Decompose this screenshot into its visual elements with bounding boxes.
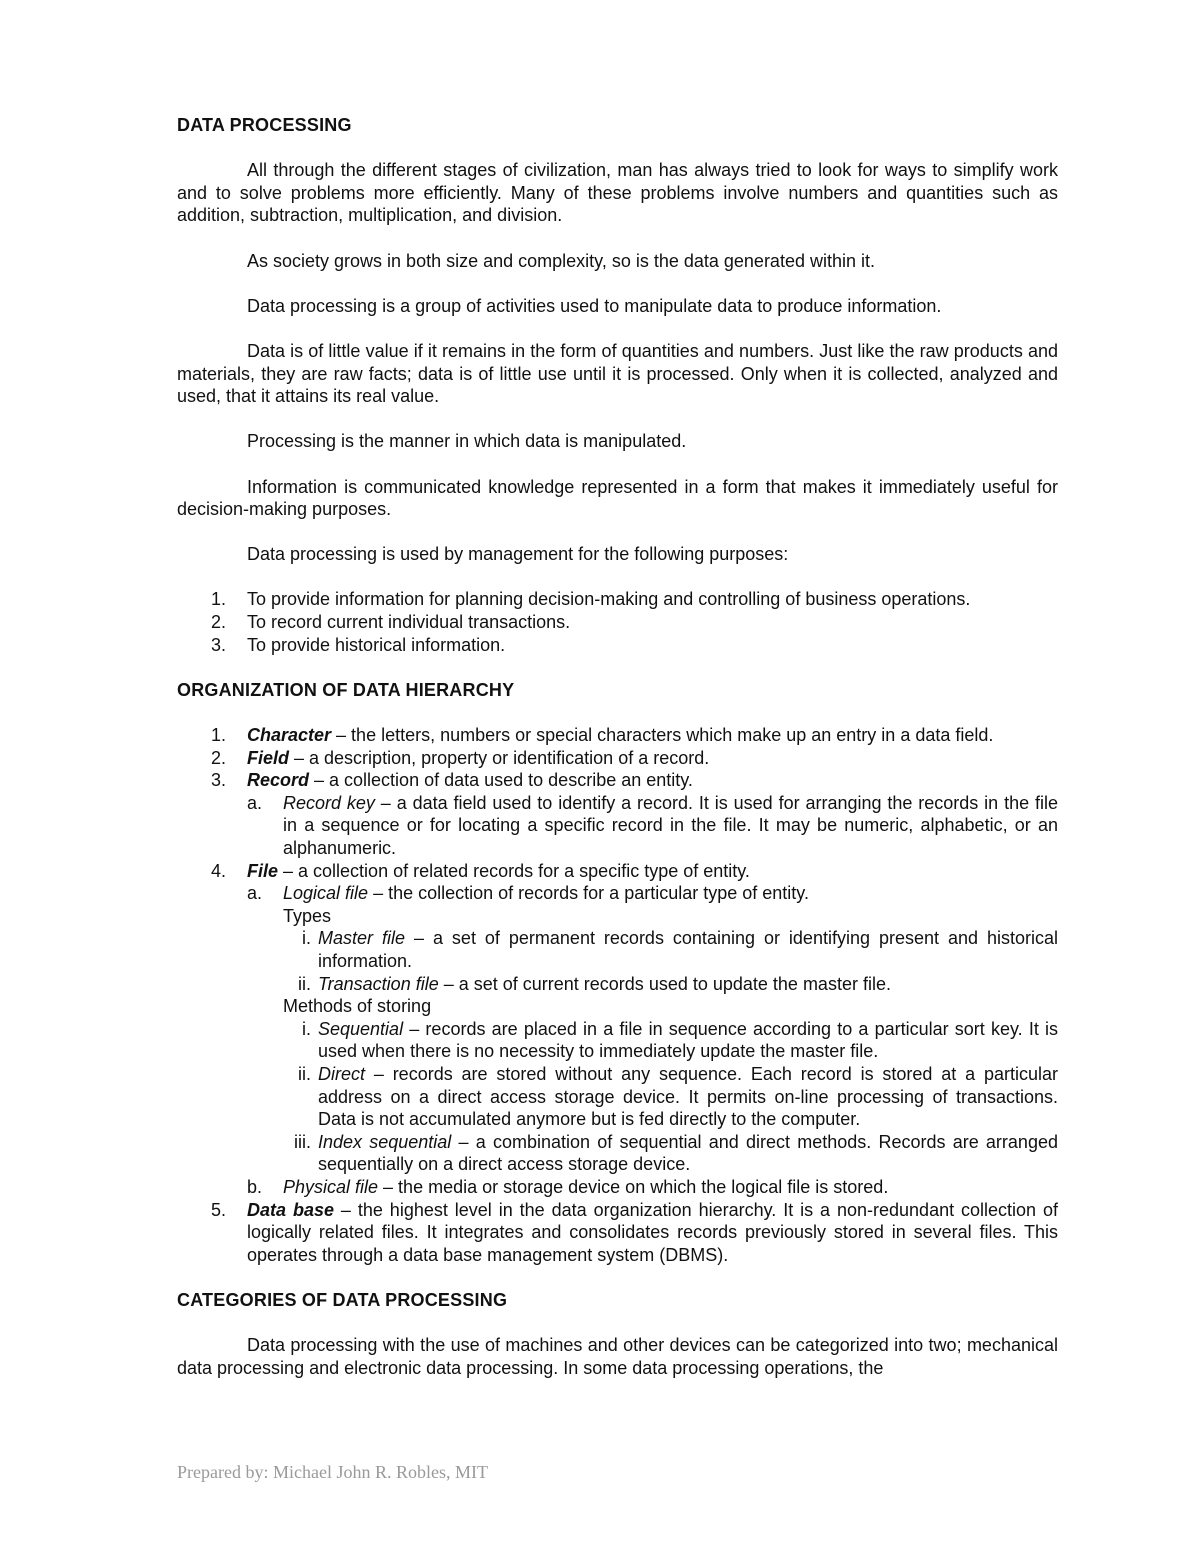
definition: – a set of permanent records containing or identifying present and historical information. xyxy=(318,928,1058,971)
term: Direct xyxy=(318,1063,366,1084)
list-item-text: To provide information for planning decision-making and controlling of business operations. xyxy=(247,589,971,610)
list-number: ii. xyxy=(298,1063,311,1084)
list-item xyxy=(247,882,1058,905)
list-item xyxy=(211,611,1058,634)
list-item xyxy=(211,634,1058,657)
list-number: b. xyxy=(247,1176,263,1197)
term: File xyxy=(247,860,279,881)
list-number: 3. xyxy=(211,770,227,791)
list-number: a. xyxy=(247,792,263,813)
term: Field xyxy=(247,747,290,768)
list-item xyxy=(302,1018,1058,1063)
list-item-text: To provide historical information. xyxy=(247,634,506,655)
definition: – a data field used to identify a record. It is used for arranging the records in the file in a sequence or for locating a specific record in the file. It may be numeric, alphabetic, or an alphanumeric. xyxy=(283,792,1058,858)
list-number: 3. xyxy=(211,634,227,655)
purposes-list xyxy=(177,588,1058,656)
definition: – the letters, numbers or special characters which make up an entry in a data field. xyxy=(331,725,994,746)
definition: – a combination of sequential and direct methods. Records are arranged sequentially on a direct access storage device. xyxy=(318,1131,1058,1175)
term: Index sequential xyxy=(318,1131,452,1152)
types-label: Types xyxy=(283,905,332,926)
paragraph: Information is communicated knowledge represented in a form that makes it immediately useful for decision-making purposes. xyxy=(177,476,1058,520)
list-item xyxy=(211,724,1058,747)
definition: – a description, property or identification of a record. xyxy=(289,747,710,768)
list-item xyxy=(247,1176,1058,1199)
term: Character xyxy=(247,725,332,746)
term: Transaction file xyxy=(318,973,439,994)
paragraph: Data processing is a group of activities used to manipulate data to produce information. xyxy=(247,295,942,316)
list-item xyxy=(298,973,1058,996)
list-number: i. xyxy=(302,928,311,949)
term: Record xyxy=(247,770,310,791)
document-page xyxy=(177,114,1058,1379)
list-number: iii. xyxy=(294,1131,311,1152)
term: Master file xyxy=(318,928,405,949)
paragraph: Data is of little value if it remains in the form of quantities and numbers. Just like the raw products and materials, they are raw facts; data is of little use until it is processed. Only when it is collected, analyzed and used, that it attains its real value. xyxy=(177,340,1058,407)
list-number: 1. xyxy=(211,725,227,746)
list-item xyxy=(294,1131,1058,1176)
list-item xyxy=(211,769,1058,792)
list-item xyxy=(211,747,1058,770)
paragraph: Data processing is used by management for the following purposes: xyxy=(247,544,789,565)
term: Data base xyxy=(247,1199,334,1220)
definition: – a collection of data used to describe an entity. xyxy=(309,770,693,791)
list-number: 5. xyxy=(211,1199,227,1220)
definition: – the collection of records for a particular type of entity. xyxy=(368,883,809,904)
page-footer: Prepared by: Michael John R. Robles, MIT xyxy=(177,1462,488,1482)
list-item xyxy=(298,1063,1058,1131)
paragraph: All through the different stages of civilization, man has always tried to look for ways to simplify work and to solve problems more efficiently. Many of these problems involve numbers and quantities such as addition, subtraction, multiplication, and division. xyxy=(177,160,1058,226)
list-number: 2. xyxy=(211,612,227,633)
term: Record key xyxy=(283,792,375,813)
list-number: i. xyxy=(302,1018,311,1039)
definition: – records are placed in a file in sequence according to a particular sort key. It is used when there is no necessity to immediately update the master file. xyxy=(318,1018,1058,1062)
list-item xyxy=(302,927,1058,972)
list-number: a. xyxy=(247,883,263,904)
term: Logical file xyxy=(283,883,369,904)
term: Sequential xyxy=(318,1018,404,1039)
definition: – the media or storage device on which the logical file is stored. xyxy=(378,1176,889,1197)
paragraph: Processing is the manner in which data is manipulated. xyxy=(247,431,687,452)
list-number: 2. xyxy=(211,747,227,768)
methods-label: Methods of storing xyxy=(283,996,432,1017)
list-item xyxy=(211,860,1058,883)
section-title-organization: ORGANIZATION OF DATA HIERARCHY xyxy=(177,679,515,700)
list-item xyxy=(211,1199,1059,1267)
definition: – a collection of related records for a specific type of entity. xyxy=(278,860,750,881)
definition: – records are stored without any sequence. Each record is stored at a particular address on a direct access storage device. It permits on-line processing of transactions. Data is not accumulated anymore but is fed directly to the computer. xyxy=(318,1063,1058,1130)
term: Physical file xyxy=(283,1176,379,1197)
list-number: 4. xyxy=(211,860,227,881)
list-item xyxy=(211,588,1058,611)
list-item xyxy=(247,792,1058,860)
paragraph: As society grows in both size and complexity, so is the data generated within it. xyxy=(247,250,875,271)
hierarchy-list xyxy=(177,724,1058,1266)
list-number: 1. xyxy=(211,589,227,610)
list-number: ii. xyxy=(298,973,311,994)
definition: – a set of current records used to update the master file. xyxy=(438,973,891,994)
list-item-text: To record current individual transactions. xyxy=(247,612,571,633)
paragraph: Data processing with the use of machines and other devices can be categorized into two; mechanical data processing and electronic data processing. In some data processing operations, the xyxy=(177,1335,1058,1378)
section-title-categories: CATEGORIES OF DATA PROCESSING xyxy=(177,1289,508,1310)
section-title-data-processing: DATA PROCESSING xyxy=(177,115,352,135)
definition: – the highest level in the data organization hierarchy. It is a non-redundant collection of logically related files. It integrates and consolidates records previously stored in several files. This operates through a data base management system (DBMS). xyxy=(247,1199,1059,1265)
